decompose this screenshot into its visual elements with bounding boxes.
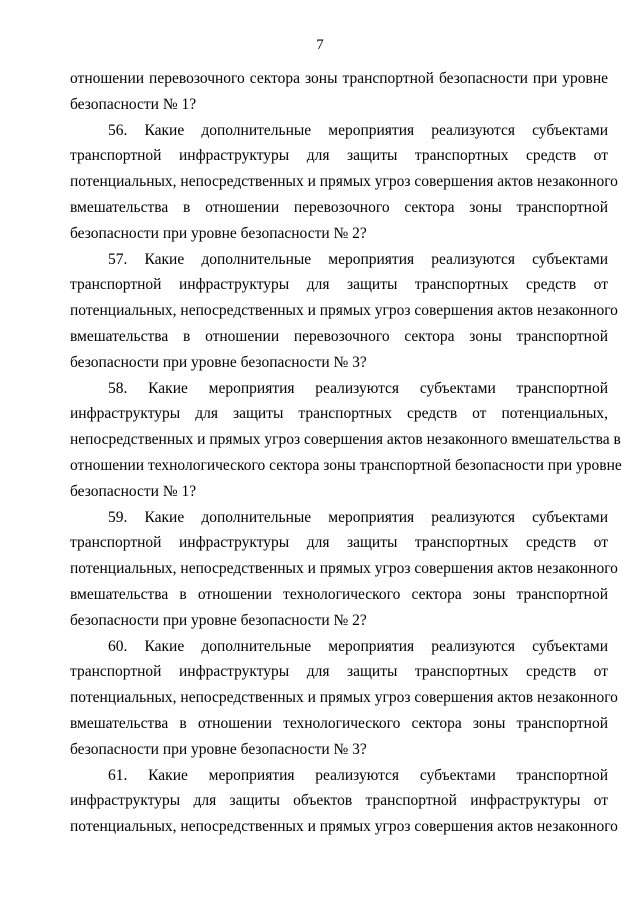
text-line: транспортной инфраструктуры для защиты транспортных средств от	[70, 663, 608, 681]
paragraph-60	[70, 634, 618, 763]
paragraph-56	[70, 118, 618, 247]
text-line: безопасности № 1?	[70, 95, 197, 113]
text-line: 60. Какие дополнительные мероприятия реализуются субъектами	[108, 637, 608, 655]
text-line: отношении перевозочного сектора зоны транспортной безопасности при уровне	[70, 70, 608, 87]
text-line: вмешательства в отношении перевозочного сектора зоны транспортной	[70, 198, 608, 216]
text-line: транспортной инфраструктуры для защиты транспортных средств от	[70, 276, 608, 294]
text-line: вмешательства в отношении технологического сектора зоны транспортной	[70, 585, 608, 603]
text-line: безопасности при уровне безопасности № 2?	[70, 224, 367, 242]
text-line: потенциальных, непосредственных и прямых угроз совершения актов незаконного	[70, 818, 618, 836]
text-line: вмешательства в отношении перевозочного сектора зоны транспортной	[70, 327, 608, 345]
text-line: потенциальных, непосредственных и прямых угроз совершения актов незаконного	[70, 560, 618, 578]
text-line: 59. Какие дополнительные мероприятия реализуются субъектами	[108, 508, 608, 526]
paragraph-continuation	[70, 66, 608, 118]
text-line: транспортной инфраструктуры для защиты транспортных средств от	[70, 534, 608, 552]
text-line: инфраструктуры для защиты транспортных средств от потенциальных,	[70, 405, 608, 423]
text-line: безопасности при уровне безопасности № 2?	[70, 611, 367, 629]
text-line: транспортной инфраструктуры для защиты транспортных средств от	[70, 147, 608, 165]
paragraph-59	[70, 505, 618, 634]
text-line: безопасности при уровне безопасности № 3?	[70, 740, 367, 758]
text-line: потенциальных, непосредственных и прямых угроз совершения актов незаконного	[70, 173, 618, 191]
text-line: безопасности при уровне безопасности № 3?	[70, 353, 367, 371]
paragraph-58	[70, 376, 622, 505]
text-line: 61. Какие мероприятия реализуются субъектами транспортной	[108, 766, 608, 784]
text-line: безопасности № 1?	[70, 482, 197, 500]
text-line: инфраструктуры для защиты объектов транспортной инфраструктуры от	[70, 792, 608, 810]
text-line: отношении технологического сектора зоны транспортной безопасности при уровне	[70, 456, 622, 474]
text-line: потенциальных, непосредственных и прямых угроз совершения актов незаконного	[70, 302, 618, 320]
paragraph-57	[70, 247, 618, 376]
paragraph-61	[70, 763, 618, 840]
text-line: 56. Какие дополнительные мероприятия реализуются субъектами	[108, 121, 608, 139]
page-number: 7	[316, 37, 324, 53]
text-line: 57. Какие дополнительные мероприятия реализуются субъектами	[108, 250, 608, 268]
text-line: 58. Какие мероприятия реализуются субъектами транспортной	[108, 379, 608, 397]
text-line: вмешательства в отношении технологического сектора зоны транспортной	[70, 714, 608, 732]
document-body	[70, 66, 622, 840]
text-line: потенциальных, непосредственных и прямых угроз совершения актов незаконного	[70, 689, 618, 707]
text-line: непосредственных и прямых угроз совершения актов незаконного вмешательства в	[70, 431, 621, 449]
